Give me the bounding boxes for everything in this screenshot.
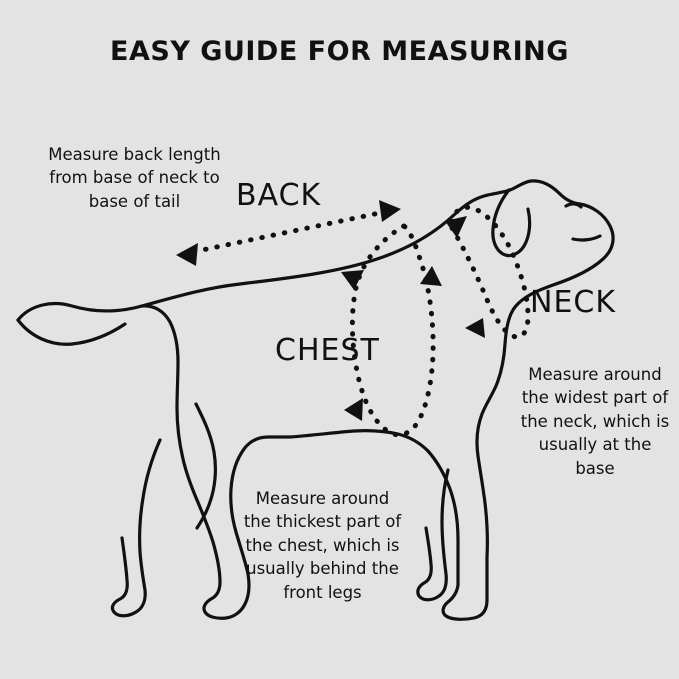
- chest-arrow-upper: [341, 270, 364, 290]
- label-back: BACK: [236, 178, 322, 213]
- chest-arrow-lower: [344, 398, 363, 421]
- back-arrow-right: [379, 200, 401, 222]
- label-neck: NECK: [530, 285, 617, 320]
- note-neck-girth: Measure around the widest part of the neck, which is usually at the base: [520, 365, 670, 478]
- back-arrow-left: [176, 243, 198, 266]
- page-title: EASY GUIDE FOR MEASURING: [110, 36, 569, 67]
- note-back-length: Measure back length from base of neck to base of tail: [48, 145, 221, 211]
- neck-arrow-bottom: [465, 318, 485, 338]
- note-chest-girth: Measure around the thickest part of the chest, which is usually behind the front legs: [243, 489, 402, 602]
- chest-girth-measure-loop: [341, 226, 442, 435]
- neck-girth-measure-loop: [445, 207, 528, 338]
- label-chest: CHEST: [275, 333, 380, 368]
